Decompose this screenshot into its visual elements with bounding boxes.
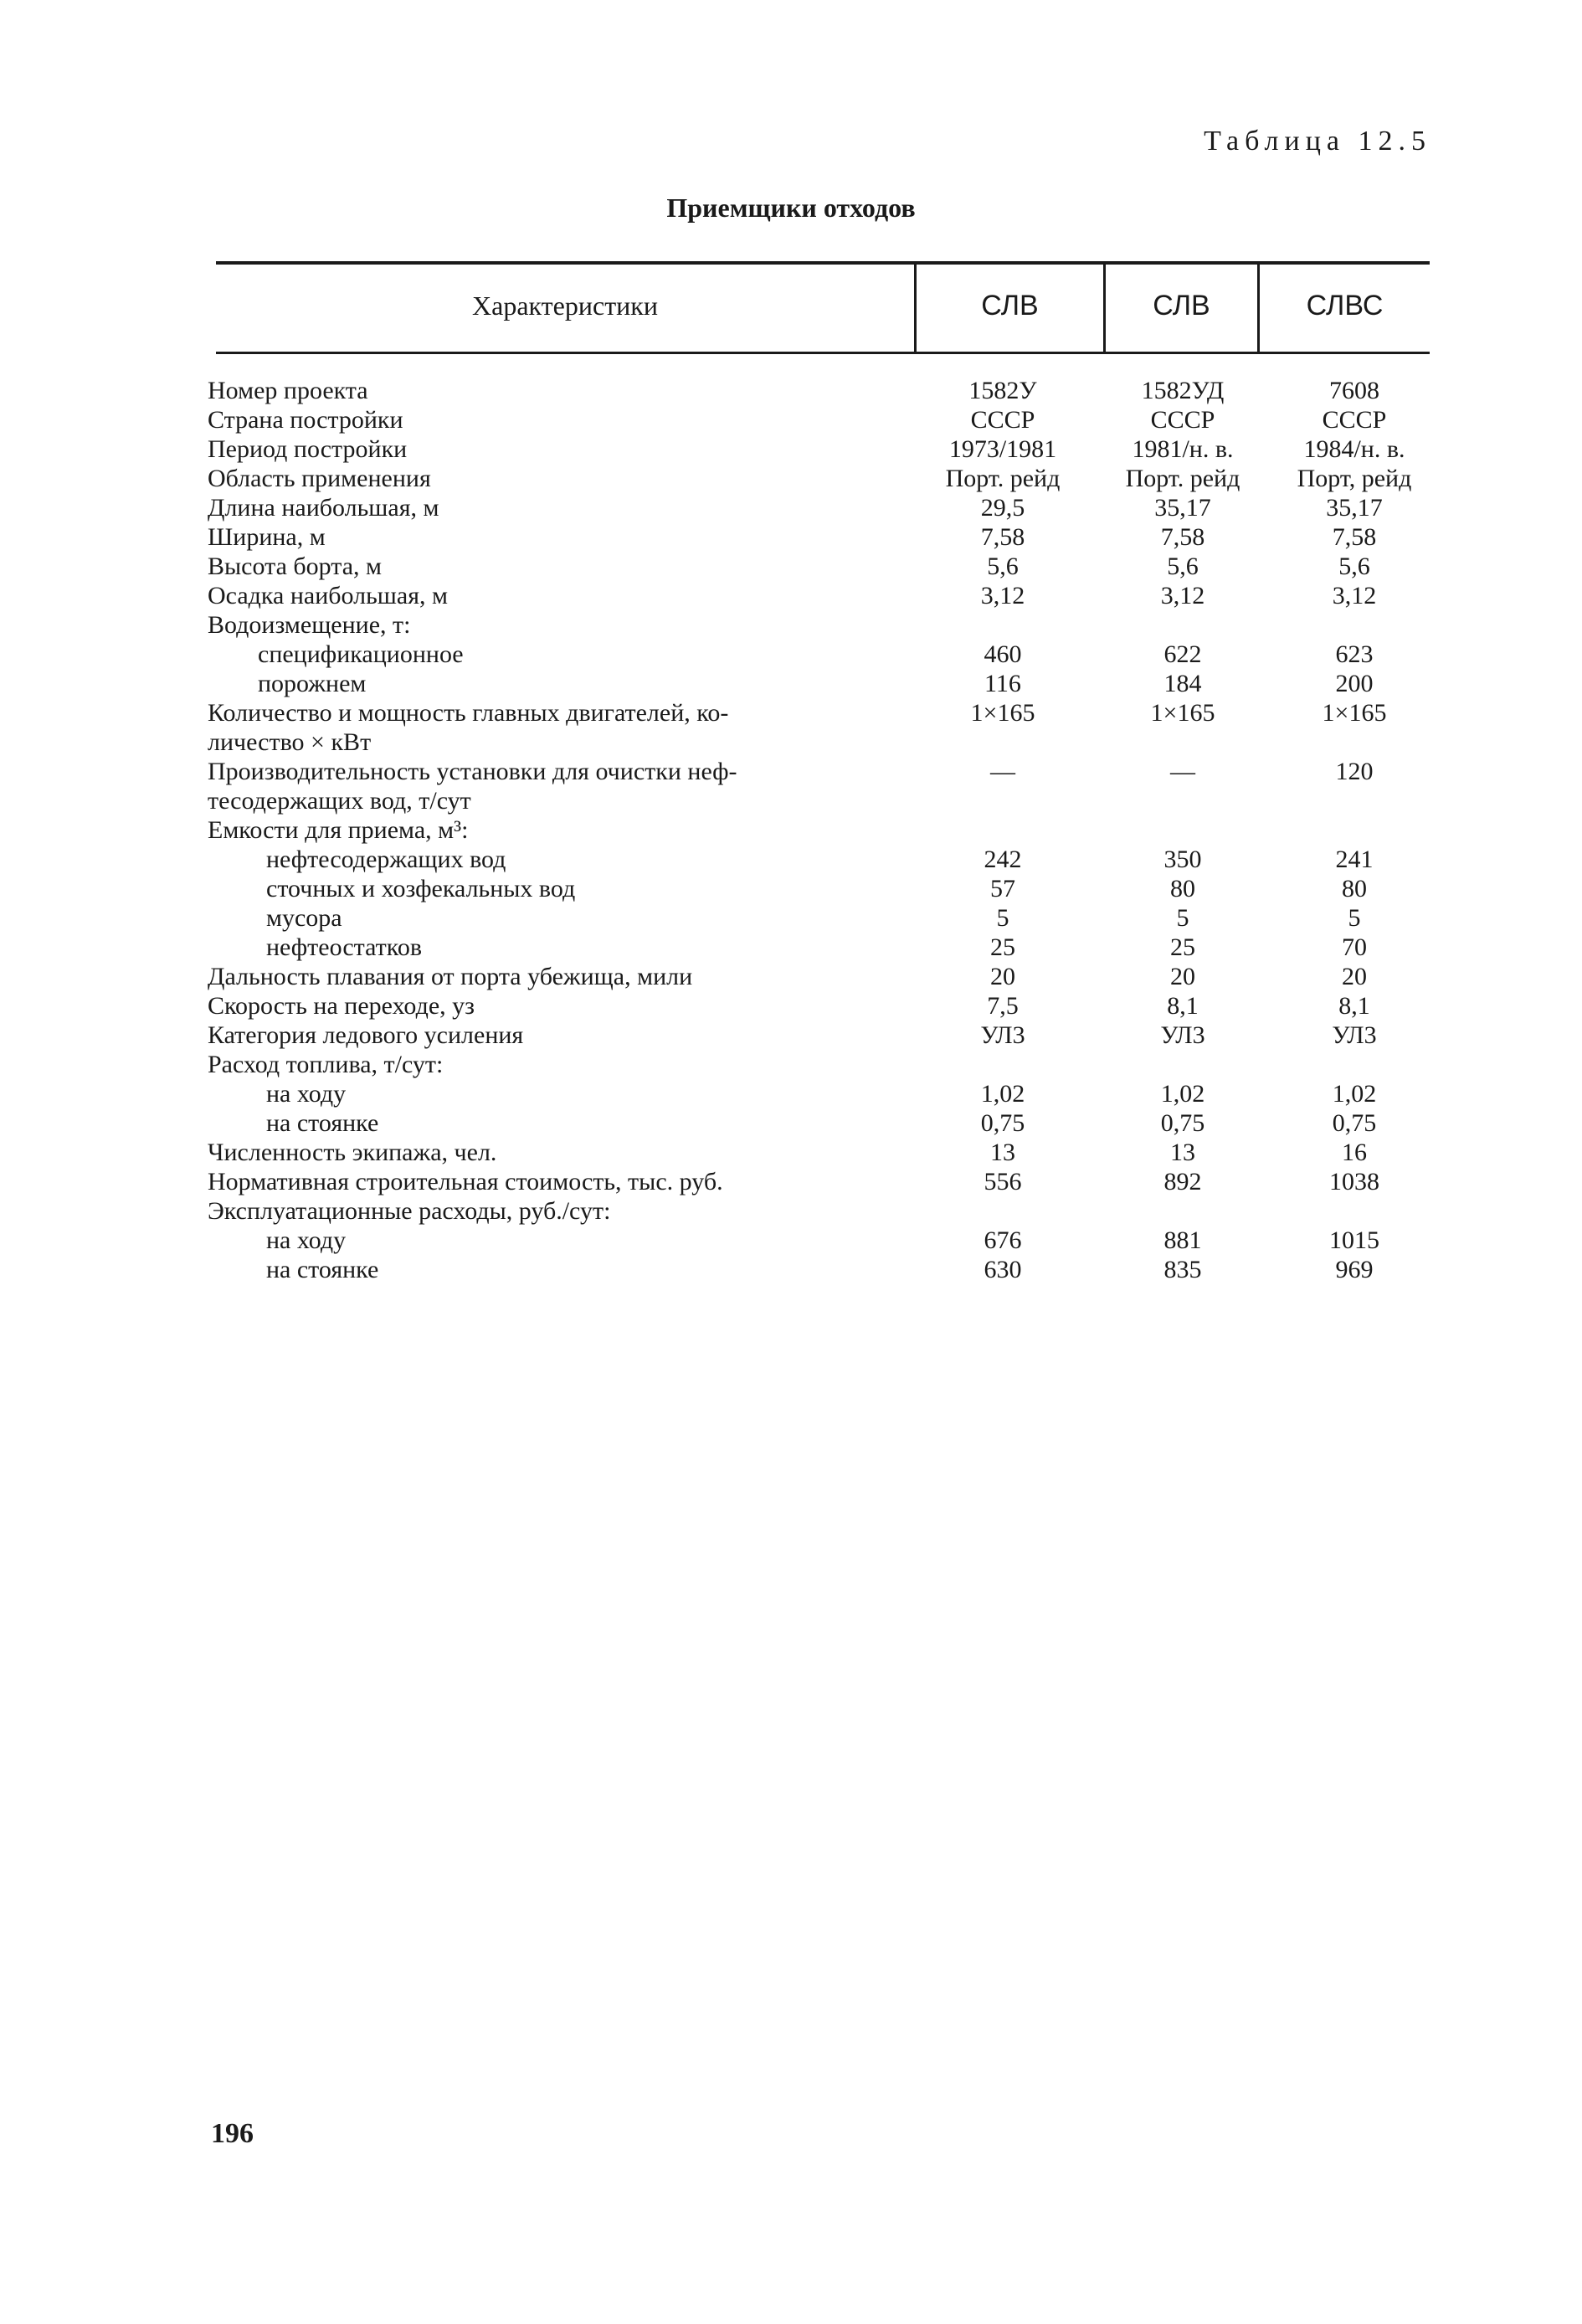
row-value-col-3: 80 <box>1342 875 1367 902</box>
row-value-col-1: 5 <box>996 904 1009 932</box>
row-value-col-2: 5,6 <box>1167 553 1199 580</box>
row-value-col-3: 1038 <box>1329 1168 1379 1195</box>
row-value-col-3: 1×165 <box>1322 699 1387 727</box>
row-value-col-2: 1981/н. в. <box>1132 435 1234 463</box>
row-value-col-2: 622 <box>1163 640 1202 668</box>
table-row <box>208 464 1430 493</box>
row-label: Область применения <box>208 465 431 492</box>
row-value-col-1: 116 <box>984 670 1021 697</box>
row-value-col-1: 25 <box>990 933 1015 961</box>
table-row <box>208 1167 1430 1196</box>
row-value-col-1: 7,5 <box>987 992 1019 1020</box>
row-label: Водоизмещение, т: <box>208 611 411 639</box>
table-row <box>208 405 1430 434</box>
row-value-col-3: 5 <box>1348 904 1361 932</box>
row-value-col-2: 1×165 <box>1150 699 1215 727</box>
row-value-col-3: 7,58 <box>1332 523 1377 551</box>
row-value-col-2: 892 <box>1163 1168 1202 1195</box>
row-value-col-1: 242 <box>984 846 1022 873</box>
row-value-col-2: 35,17 <box>1154 494 1211 522</box>
header-top-rule <box>216 261 1430 265</box>
table-row <box>208 376 1430 405</box>
row-label: Количество и мощность главных двигателей, ко- личество × кВт <box>208 699 729 756</box>
row-value-col-2: 25 <box>1170 933 1195 961</box>
header-column-1: СЛВ <box>981 290 1039 321</box>
row-value-col-2: 5 <box>1176 904 1189 932</box>
table-row <box>208 903 1430 933</box>
table-row <box>208 493 1430 522</box>
row-value-col-3: 241 <box>1335 846 1374 873</box>
row-value-col-1: 676 <box>984 1226 1022 1254</box>
row-value-col-1: СССР <box>970 406 1035 434</box>
row-label: Страна постройки <box>208 406 403 434</box>
table-row <box>208 845 1430 874</box>
row-value-col-3: 7608 <box>1329 377 1379 404</box>
table-row <box>208 581 1430 610</box>
row-label: нефтеостатков <box>266 933 423 961</box>
row-value-col-1: УЛ3 <box>980 1021 1025 1049</box>
row-value-col-3: 35,17 <box>1326 494 1383 522</box>
table-row <box>208 815 1430 845</box>
row-label: Осадка наибольшая, м <box>208 582 449 609</box>
row-value-col-1: Порт. рейд <box>945 465 1061 492</box>
table-row <box>208 933 1430 962</box>
row-value-col-3: 1984/н. в. <box>1303 435 1405 463</box>
row-value-col-2: 8,1 <box>1167 992 1199 1020</box>
row-label: Емкости для приема, м³: <box>208 816 469 844</box>
row-label: спецификационное <box>258 640 464 668</box>
row-value-col-1: 5,6 <box>987 553 1019 580</box>
row-value-col-2: 184 <box>1163 670 1202 697</box>
table-row <box>208 640 1430 669</box>
row-label: Эксплуатационные расходы, руб./сут: <box>208 1197 611 1225</box>
row-value-col-2: 835 <box>1163 1256 1202 1283</box>
row-label: Высота борта, м <box>208 553 383 580</box>
table-row <box>208 991 1430 1021</box>
row-value-col-1: — <box>990 758 1015 785</box>
row-label: на ходу <box>266 1080 347 1108</box>
table-row <box>208 1226 1430 1255</box>
row-value-col-3: 120 <box>1335 758 1374 785</box>
row-label: на стоянке <box>266 1256 379 1283</box>
row-label: Период постройки <box>208 435 408 463</box>
row-value-col-1: 556 <box>984 1168 1022 1195</box>
row-value-col-3: 20 <box>1342 963 1367 990</box>
row-label: сточных и хозфекальных вод <box>266 875 576 902</box>
table-row <box>208 1255 1430 1284</box>
row-label: Ширина, м <box>208 523 326 551</box>
row-label: Производительность установки для очистки неф- тесодержащих вод, т/сут <box>208 758 737 815</box>
table-row <box>208 757 1430 815</box>
row-label: на ходу <box>266 1226 347 1254</box>
row-value-col-3: УЛ3 <box>1332 1021 1377 1049</box>
table-row <box>208 1108 1430 1138</box>
row-value-col-2: УЛ3 <box>1160 1021 1205 1049</box>
row-label: на стоянке <box>266 1109 379 1137</box>
table-label: Таблица 12.5 <box>1204 126 1431 157</box>
row-value-col-3: СССР <box>1322 406 1387 434</box>
row-value-col-1: 1×165 <box>970 699 1035 727</box>
row-value-col-3: 5,6 <box>1338 553 1370 580</box>
row-value-col-3: 969 <box>1335 1256 1374 1283</box>
row-value-col-3: 70 <box>1342 933 1367 961</box>
row-value-col-1: 29,5 <box>980 494 1025 522</box>
row-label: Численность экипажа, чел. <box>208 1139 497 1166</box>
row-value-col-2: 350 <box>1163 846 1202 873</box>
row-label: Скорость на переходе, уз <box>208 992 475 1020</box>
table-row <box>208 669 1430 698</box>
row-value-col-1: 13 <box>990 1139 1015 1166</box>
table-row <box>208 522 1430 552</box>
row-value-col-2: 1,02 <box>1160 1080 1205 1108</box>
row-label: Номер проекта <box>208 377 368 404</box>
table-row <box>208 1079 1430 1108</box>
table-row <box>208 610 1430 640</box>
header-characteristics: Характеристики <box>472 290 658 321</box>
row-label: Длина наибольшая, м <box>208 494 439 522</box>
row-value-col-2: Порт. рейд <box>1125 465 1240 492</box>
row-value-col-2: 13 <box>1170 1139 1195 1166</box>
row-value-col-3: 623 <box>1335 640 1374 668</box>
row-value-col-2: 0,75 <box>1160 1109 1205 1137</box>
table-row <box>208 1050 1430 1079</box>
row-value-col-1: 630 <box>984 1256 1022 1283</box>
row-label: Расход топлива, т/сут: <box>208 1051 444 1078</box>
row-value-col-1: 20 <box>990 963 1015 990</box>
row-label: нефтесодержащих вод <box>266 846 506 873</box>
table-row <box>208 1196 1430 1226</box>
table-row <box>208 698 1430 757</box>
row-value-col-3: 3,12 <box>1332 582 1377 609</box>
row-value-col-3: 16 <box>1342 1139 1367 1166</box>
header-bottom-rule <box>216 352 1430 354</box>
row-label: Нормативная строительная стоимость, тыс. руб. <box>208 1168 723 1195</box>
page-number: 196 <box>211 2118 254 2149</box>
row-value-col-1: 460 <box>984 640 1022 668</box>
row-value-col-1: 7,58 <box>980 523 1025 551</box>
table-title: Приемщики отходов <box>666 193 916 223</box>
row-value-col-2: СССР <box>1150 406 1215 434</box>
table-row <box>208 434 1430 464</box>
table-row <box>208 1021 1430 1050</box>
row-label: Дальность плавания от порта убежища, мили <box>208 963 693 990</box>
table-row <box>208 552 1430 581</box>
row-value-col-3: 1,02 <box>1332 1080 1377 1108</box>
row-value-col-1: 0,75 <box>980 1109 1025 1137</box>
table-body <box>208 376 1430 1284</box>
row-value-col-1: 1582У <box>968 377 1037 404</box>
row-value-col-2: — <box>1170 758 1195 785</box>
row-label: порожнем <box>258 670 367 697</box>
row-value-col-3: 0,75 <box>1332 1109 1377 1137</box>
row-value-col-1: 3,12 <box>980 582 1025 609</box>
row-value-col-3: 200 <box>1335 670 1374 697</box>
row-value-col-1: 1973/1981 <box>948 435 1057 463</box>
row-label: мусора <box>266 904 342 932</box>
row-value-col-2: 7,58 <box>1160 523 1205 551</box>
row-value-col-1: 57 <box>990 875 1015 902</box>
row-value-col-3: 8,1 <box>1338 992 1370 1020</box>
table-row <box>208 1138 1430 1167</box>
row-value-col-3: 1015 <box>1329 1226 1379 1254</box>
row-value-col-2: 3,12 <box>1160 582 1205 609</box>
row-value-col-2: 1582УД <box>1141 377 1225 404</box>
header-column-3: СЛВС <box>1306 290 1384 321</box>
row-value-col-3: Порт, рейд <box>1297 465 1412 492</box>
row-value-col-2: 80 <box>1170 875 1195 902</box>
table-row <box>208 962 1430 991</box>
row-value-col-2: 20 <box>1170 963 1195 990</box>
header-column-2: СЛВ <box>1153 290 1210 321</box>
table-row <box>208 874 1430 903</box>
row-value-col-1: 1,02 <box>980 1080 1025 1108</box>
row-value-col-2: 881 <box>1163 1226 1202 1254</box>
row-label: Категория ледового усиления <box>208 1021 524 1049</box>
